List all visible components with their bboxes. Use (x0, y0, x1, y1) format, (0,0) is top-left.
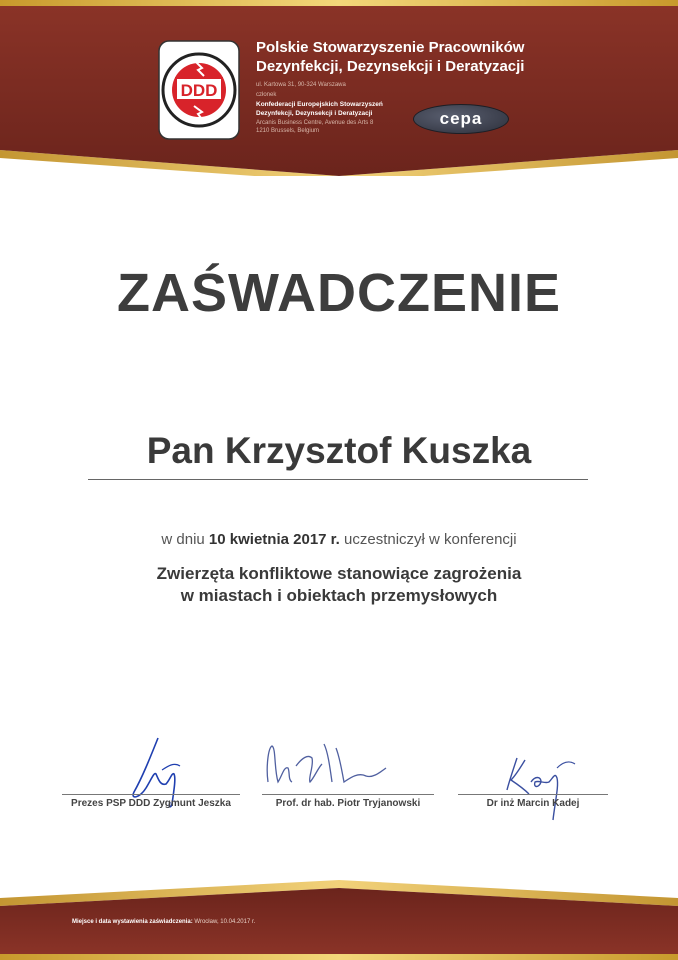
conference-title-line2: w miastach i obiektach przemysłowych (180, 586, 498, 605)
certificate-title: ZAŚWADCZENIE (117, 263, 561, 323)
member-of-label: członek (256, 92, 277, 98)
logo-text: DDD (180, 81, 218, 100)
issue-place-date (72, 919, 255, 925)
signature-line-2 (262, 794, 434, 795)
cepa-logo (413, 104, 509, 134)
signature-line-3 (458, 794, 608, 795)
org-address: ul. Kartowa 31, 90-324 Warszawa (256, 82, 346, 88)
footer-band (0, 880, 678, 954)
intro-prefix: w dniu (161, 531, 205, 548)
signature-label-kadej: Dr inż Marcin Kadej (486, 798, 580, 809)
footer-gold-stripe (0, 954, 678, 960)
federation-line1: Konfederacji Europejskich Stowarzyszeń (256, 101, 383, 108)
org-name-line1: Polskie Stowarzyszenie Pracowników (256, 39, 525, 56)
signature-line-1 (62, 794, 240, 795)
federation-address2: 1210 Brussels, Belgium (256, 128, 320, 134)
signature-kadej (495, 748, 585, 828)
federation-address1: Arcanis Business Centre, Avenue des Arts 8 (256, 120, 374, 126)
conference-title-line1: Zwierzęta konfliktowe stanowiące zagrożenia (156, 564, 522, 583)
header-band (0, 6, 678, 176)
signature-label-jeszka: Prezes PSP DDD Zygmunt Jeszka (71, 798, 231, 809)
ddd-logo (158, 40, 240, 140)
cepa-logo-text: cepa (439, 109, 483, 128)
signature-tryjanowski (262, 738, 392, 798)
recipient-underline (88, 479, 588, 480)
intro-suffix: uczestniczył w konferencji (344, 531, 517, 548)
recipient-name: Pan Krzysztof Kuszka (146, 430, 532, 471)
event-date: 10 kwietnia 2017 r. (208, 531, 340, 548)
org-name-line2: Dezynfekcji, Dezynsekcji i Deratyzacji (256, 58, 525, 75)
federation-line2: Dezynfekcji, Dezynsekcji i Deratyzacji (256, 110, 373, 117)
signature-label-tryjanowski: Prof. dr hab. Piotr Tryjanowski (275, 798, 421, 809)
participation-statement (0, 531, 678, 548)
issue-place-date-label: Miejsce i data wystawienia zaświadczenia: (72, 919, 193, 925)
issue-place-date-value: Wrocław, 10.04.2017 r. (194, 919, 256, 925)
